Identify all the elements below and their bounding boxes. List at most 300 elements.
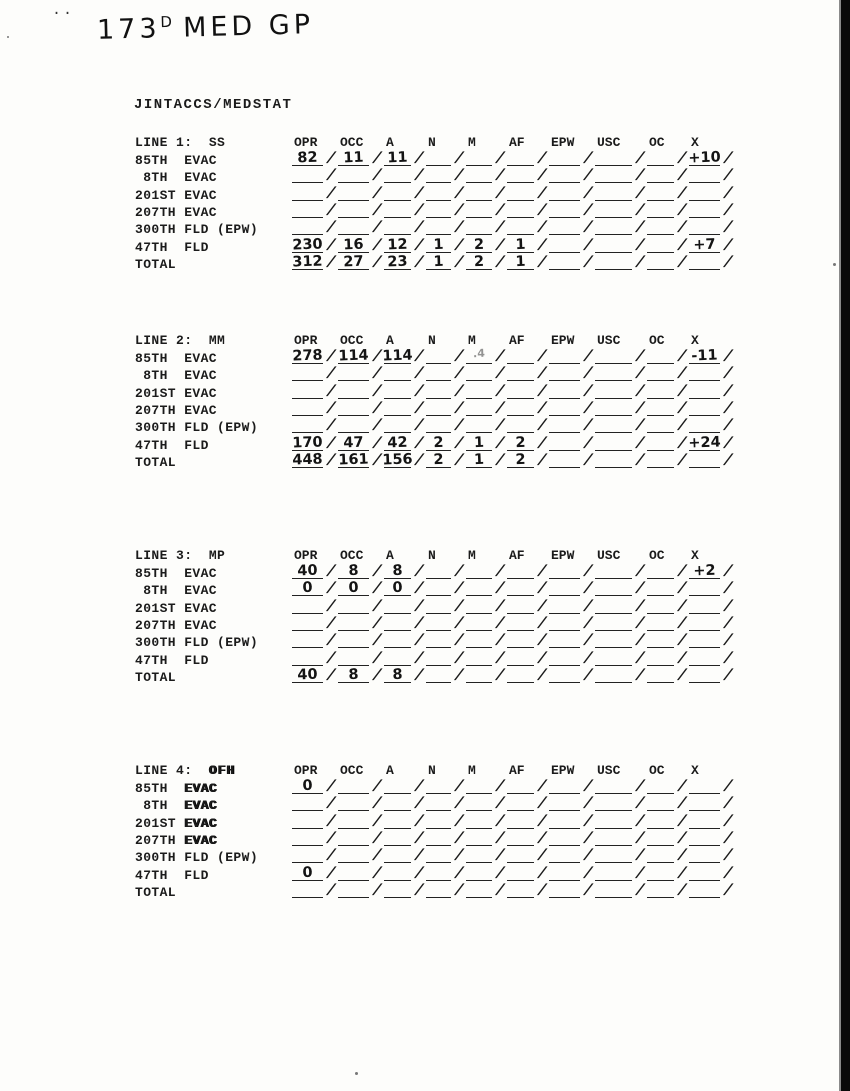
- row-label: 201ST EVAC: [135, 600, 218, 616]
- slot-m: [464, 399, 508, 418]
- slash-separator: /: [324, 254, 339, 273]
- slot-x: [687, 452, 736, 471]
- slot-oc: [645, 829, 690, 848]
- slot-opr: [290, 597, 339, 616]
- blank-line: [384, 862, 411, 863]
- slot-x: [687, 864, 736, 883]
- slash-separator: /: [675, 149, 690, 168]
- scan-artifact-dot: [7, 36, 9, 38]
- slot-n: [424, 399, 467, 418]
- slash-separator: /: [535, 597, 550, 616]
- blank-line: [595, 647, 632, 648]
- line-code: OFH: [208, 763, 236, 779]
- slot-opr: [290, 864, 339, 883]
- slash-separator: /: [675, 580, 690, 599]
- slot-opr: [290, 253, 339, 273]
- blank-line: [647, 380, 674, 381]
- slot-n: [424, 201, 467, 220]
- slash-separator: /: [493, 649, 508, 668]
- slot-n: [424, 882, 467, 901]
- blank-line: [689, 613, 720, 614]
- slash-separator: /: [633, 219, 648, 238]
- slot-oc: [645, 614, 690, 633]
- slash-separator: /: [324, 236, 339, 255]
- slot-x: [687, 219, 736, 238]
- slot-n: [424, 847, 467, 866]
- slash-separator: /: [370, 399, 385, 418]
- table-row: [135, 453, 735, 470]
- slot-m: [464, 167, 508, 186]
- column-header-occ: OCC: [340, 135, 364, 151]
- slot-n: [424, 347, 467, 366]
- slot-oc: [645, 777, 690, 796]
- slash-separator: /: [324, 365, 339, 384]
- slash-separator: /: [581, 434, 596, 453]
- slash-separator: /: [324, 347, 339, 366]
- form-title: JINTACCS/MEDSTAT: [134, 97, 293, 113]
- slash-separator: /: [675, 812, 690, 831]
- line-prefix: LINE 1:: [135, 135, 209, 151]
- blank-line: [426, 845, 451, 846]
- slash-separator: /: [721, 219, 736, 238]
- slash-separator: /: [581, 417, 596, 436]
- slash-separator: /: [633, 434, 648, 453]
- slot-x: [687, 365, 736, 384]
- handwritten-value: 0: [302, 580, 313, 597]
- slash-separator: /: [675, 184, 690, 203]
- slash-separator: /: [412, 829, 427, 848]
- blank-line: [292, 398, 323, 399]
- blank-line: [647, 810, 674, 811]
- blank-line: [549, 862, 580, 863]
- table-row: [135, 348, 735, 365]
- blank-line: [507, 828, 534, 829]
- handwritten-value: 1: [515, 253, 526, 271]
- slot-opr: [290, 434, 339, 453]
- slash-separator: /: [721, 864, 736, 883]
- blank-line: [292, 182, 323, 183]
- slash-separator: /: [581, 562, 596, 581]
- slot-usc: [593, 580, 648, 599]
- handwritten-value: 0: [392, 580, 403, 597]
- table-row: [135, 563, 735, 580]
- handwritten-value: 230: [292, 236, 323, 254]
- slot-opr: [290, 184, 339, 203]
- slash-separator: /: [370, 829, 385, 848]
- slot-occ: [336, 417, 385, 436]
- blank-line: [426, 415, 451, 416]
- slash-separator: /: [581, 580, 596, 599]
- slot-m: [464, 434, 508, 453]
- slash-separator: /: [452, 254, 467, 273]
- slot-af: [505, 864, 550, 883]
- slot-usc: [593, 597, 648, 616]
- slot-m: [464, 580, 508, 599]
- slot-af: [505, 149, 550, 168]
- handwritten-value: -11: [691, 347, 718, 365]
- blank-line: [466, 595, 492, 596]
- slash-separator: /: [581, 597, 596, 616]
- blank-line: [338, 665, 369, 666]
- slash-separator: /: [412, 201, 427, 220]
- blank-line: [384, 647, 411, 648]
- blank-line: [466, 647, 492, 648]
- column-header-m: M: [468, 548, 476, 564]
- table-row: [135, 778, 735, 795]
- slash-separator: /: [721, 649, 736, 668]
- slash-separator: /: [412, 864, 427, 883]
- slot-epw: [547, 812, 596, 831]
- row-label: TOTAL: [135, 455, 177, 471]
- row-label: 207TH EVAC: [135, 204, 218, 220]
- slash-separator: /: [721, 149, 736, 168]
- slot-x: [687, 149, 736, 168]
- slot-usc: [593, 632, 648, 651]
- slash-separator: /: [412, 667, 427, 686]
- slot-epw: [547, 236, 596, 255]
- table-row: [135, 255, 735, 272]
- slot-af: [505, 667, 550, 686]
- slash-separator: /: [452, 667, 467, 686]
- handwritten-value: 156: [382, 451, 413, 469]
- slash-separator: /: [633, 382, 648, 401]
- blank-line: [689, 682, 720, 683]
- blank-line: [647, 897, 674, 898]
- slot-opr: [290, 795, 339, 814]
- blank-line: [507, 613, 534, 614]
- slash-separator: /: [452, 614, 467, 633]
- slot-a: [382, 382, 427, 401]
- slash-separator: /: [581, 632, 596, 651]
- slash-separator: /: [412, 777, 427, 796]
- blank-line: [549, 450, 580, 451]
- row-label: 300TH FLD (EPW): [135, 222, 259, 238]
- blank-line: [549, 810, 580, 811]
- slash-separator: /: [721, 580, 736, 599]
- row-label: 47TH FLD: [135, 652, 209, 668]
- column-header-usc: USC: [597, 548, 621, 564]
- blank-line: [466, 897, 492, 898]
- slash-separator: /: [535, 417, 550, 436]
- blank-line: [595, 217, 632, 218]
- slot-epw: [547, 347, 596, 366]
- slash-separator: /: [370, 812, 385, 831]
- blank-line: [338, 880, 369, 881]
- blank-line: [292, 415, 323, 416]
- slash-separator: /: [493, 864, 508, 883]
- blank-line: [426, 630, 451, 631]
- column-header-n: N: [428, 135, 436, 151]
- slash-separator: /: [324, 649, 339, 668]
- blank-line: [689, 630, 720, 631]
- slot-af: [505, 451, 550, 471]
- slash-separator: /: [493, 167, 508, 186]
- slot-n: [424, 184, 467, 203]
- slot-n: [424, 667, 467, 686]
- slash-separator: /: [675, 847, 690, 866]
- handwritten-value: 0: [348, 580, 359, 597]
- slash-separator: /: [581, 236, 596, 255]
- slot-n: [424, 167, 467, 186]
- blank-line: [292, 647, 323, 648]
- slot-oc: [645, 795, 690, 814]
- blank-line: [647, 398, 674, 399]
- slash-separator: /: [535, 864, 550, 883]
- column-header-af: AF: [509, 763, 525, 779]
- handwritten-value: 8: [348, 666, 359, 684]
- blank-line: [549, 793, 580, 794]
- slot-m: [464, 382, 508, 401]
- table-row: [135, 796, 735, 813]
- slash-separator: /: [535, 434, 550, 453]
- handwritten-value: 2: [433, 434, 444, 451]
- slash-separator: /: [324, 829, 339, 848]
- table-row: [135, 865, 735, 882]
- slot-occ: [336, 434, 385, 453]
- blank-line: [338, 432, 369, 433]
- slot-af: [505, 614, 550, 633]
- scan-artifact-dot: [355, 1072, 358, 1075]
- slot-a: [382, 434, 427, 453]
- slot-n: [424, 864, 467, 883]
- slash-separator: /: [452, 382, 467, 401]
- slot-usc: [593, 365, 648, 384]
- blank-line: [549, 630, 580, 631]
- slash-separator: /: [493, 597, 508, 616]
- blank-line: [292, 613, 323, 614]
- column-header-epw: EPW: [551, 763, 575, 779]
- blank-line: [689, 432, 720, 433]
- column-header-af: AF: [509, 548, 525, 564]
- column-header-x: X: [691, 333, 699, 349]
- slot-oc: [645, 847, 690, 866]
- table-header-row: [135, 133, 735, 150]
- slash-separator: /: [493, 434, 508, 453]
- slash-separator: /: [412, 149, 427, 168]
- handwritten-unit-header: [97, 9, 315, 46]
- blank-line: [507, 578, 534, 579]
- blank-line: [466, 810, 492, 811]
- line-label: [135, 333, 290, 348]
- slot-opr: [290, 847, 339, 866]
- handwritten-value: +24: [688, 434, 721, 452]
- row-label: 47TH FLD: [135, 867, 209, 883]
- slash-separator: /: [412, 597, 427, 616]
- blank-line: [338, 630, 369, 631]
- table-row: [135, 401, 735, 418]
- slot-a: [382, 149, 427, 168]
- blank-line: [466, 380, 492, 381]
- blank-line: [549, 845, 580, 846]
- slash-separator: /: [535, 201, 550, 220]
- slot-oc: [645, 399, 690, 418]
- slot-a: [382, 777, 427, 796]
- blank-line: [507, 217, 534, 218]
- slot-a: [382, 649, 427, 668]
- slot-usc: [593, 149, 648, 168]
- slot-epw: [547, 649, 596, 668]
- blank-line: [426, 165, 451, 166]
- blank-line: [338, 647, 369, 648]
- slot-n: [424, 829, 467, 848]
- blank-line: [466, 234, 492, 235]
- slot-opr: [290, 149, 339, 168]
- column-header-a: A: [386, 763, 394, 779]
- slash-separator: /: [633, 347, 648, 366]
- slot-a: [382, 666, 427, 686]
- handwritten-value: 1: [473, 434, 485, 451]
- slot-epw: [547, 847, 596, 866]
- blank-line: [689, 380, 720, 381]
- slash-separator: /: [581, 365, 596, 384]
- row-label: 85TH EVAC: [135, 780, 218, 796]
- slash-separator: /: [675, 864, 690, 883]
- blank-line: [384, 665, 411, 666]
- blank-line: [647, 578, 674, 579]
- slot-epw: [547, 632, 596, 651]
- slot-oc: [645, 167, 690, 186]
- slash-separator: /: [721, 347, 736, 366]
- slash-separator: /: [535, 399, 550, 418]
- handwritten-value: 312: [292, 253, 323, 271]
- slot-epw: [547, 829, 596, 848]
- slash-separator: /: [452, 184, 467, 203]
- blank-line: [466, 182, 492, 183]
- slot-x: [687, 417, 736, 436]
- slash-separator: /: [324, 847, 339, 866]
- slash-separator: /: [721, 812, 736, 831]
- slash-separator: /: [675, 219, 690, 238]
- table-row: [135, 633, 735, 650]
- slash-separator: /: [535, 882, 550, 901]
- line-prefix: LINE 4:: [135, 763, 209, 779]
- slash-separator: /: [324, 382, 339, 401]
- row-label: 201ST EVAC: [135, 187, 218, 203]
- slot-occ: [336, 149, 385, 168]
- blank-line: [595, 415, 632, 416]
- slot-n: [424, 649, 467, 668]
- slash-separator: /: [721, 184, 736, 203]
- slot-a: [382, 347, 427, 366]
- slot-x: [687, 167, 736, 186]
- scan-pen-mark: ..: [52, 2, 75, 19]
- slot-a: [382, 614, 427, 633]
- blank-line: [507, 398, 534, 399]
- handwritten-value: 2: [515, 451, 526, 469]
- column-header-x: X: [691, 763, 699, 779]
- table-row: [135, 203, 735, 220]
- slot-x: [687, 236, 736, 255]
- slash-separator: /: [412, 347, 427, 366]
- slash-separator: /: [452, 167, 467, 186]
- table-row: [135, 383, 735, 400]
- blank-line: [595, 252, 632, 253]
- blank-line: [595, 828, 632, 829]
- row-label: 8TH EVAC: [135, 583, 218, 599]
- slot-n: [424, 434, 467, 453]
- blank-line: [549, 467, 580, 468]
- blank-line: [689, 269, 720, 270]
- slot-n: [424, 614, 467, 633]
- slot-x: [687, 201, 736, 220]
- slash-separator: /: [452, 795, 467, 814]
- table-row: [135, 598, 735, 615]
- slot-occ: [336, 219, 385, 238]
- slash-separator: /: [493, 847, 508, 866]
- slot-af: [505, 184, 550, 203]
- slot-n: [424, 451, 467, 471]
- slash-separator: /: [535, 580, 550, 599]
- slot-occ: [336, 253, 385, 273]
- slot-opr: [290, 451, 339, 471]
- blank-line: [426, 217, 451, 218]
- slot-af: [505, 649, 550, 668]
- slot-opr: [290, 382, 339, 401]
- blank-line: [647, 467, 674, 468]
- row-label: 47TH FLD: [135, 437, 209, 453]
- handwritten-value: 170: [292, 434, 323, 452]
- blank-line: [292, 665, 323, 666]
- slash-separator: /: [452, 847, 467, 866]
- slash-separator: /: [493, 882, 508, 901]
- slash-separator: /: [581, 847, 596, 866]
- handwritten-value: 1: [433, 253, 444, 271]
- slot-oc: [645, 562, 690, 581]
- slash-separator: /: [452, 777, 467, 796]
- slot-epw: [547, 864, 596, 883]
- slot-opr: [290, 614, 339, 633]
- slash-separator: /: [633, 649, 648, 668]
- blank-line: [595, 200, 632, 201]
- slash-separator: /: [452, 452, 467, 471]
- column-header-opr: OPR: [294, 548, 318, 564]
- slot-m: [464, 597, 508, 616]
- table-row: [135, 150, 735, 167]
- row-label-bold-part: EVAC: [184, 798, 218, 814]
- slash-separator: /: [675, 649, 690, 668]
- blank-line: [338, 200, 369, 201]
- blank-line: [338, 810, 369, 811]
- slot-usc: [593, 382, 648, 401]
- slash-separator: /: [493, 812, 508, 831]
- slot-n: [424, 219, 467, 238]
- blank-line: [466, 165, 492, 166]
- slash-separator: /: [412, 882, 427, 901]
- handwritten-value: 114: [338, 347, 369, 365]
- blank-line: [549, 234, 580, 235]
- slot-x: [687, 597, 736, 616]
- slot-a: [382, 219, 427, 238]
- slash-separator: /: [412, 812, 427, 831]
- slot-oc: [645, 434, 690, 453]
- slash-separator: /: [370, 254, 385, 273]
- slash-separator: /: [675, 597, 690, 616]
- slot-af: [505, 236, 550, 255]
- slot-a: [382, 580, 427, 599]
- slash-separator: /: [675, 417, 690, 436]
- blank-line: [338, 897, 369, 898]
- slash-separator: /: [581, 184, 596, 203]
- handwritten-value: 82: [297, 149, 318, 167]
- blank-line: [466, 862, 492, 863]
- blank-line: [647, 234, 674, 235]
- slot-occ: [336, 847, 385, 866]
- blank-line: [647, 415, 674, 416]
- slash-separator: /: [675, 254, 690, 273]
- row-label: 300TH FLD (EPW): [135, 850, 259, 866]
- slash-separator: /: [324, 201, 339, 220]
- blank-line: [647, 269, 674, 270]
